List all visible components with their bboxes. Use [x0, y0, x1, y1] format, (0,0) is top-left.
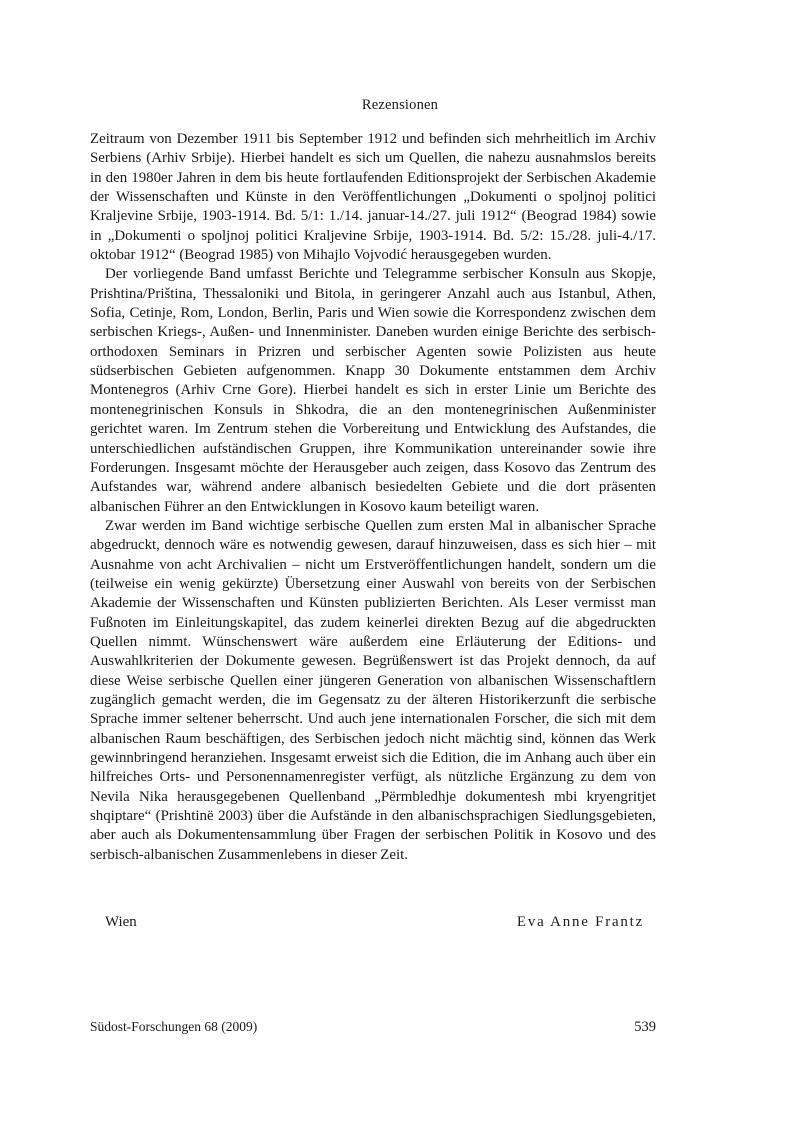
paragraph-3: Zwar werden im Band wichtige serbische Quellen zum ersten Mal in albanischer Sprache abgedruckt, dennoch wäre es notwendig gewesen, darauf hinzuweisen, dass es sich hier – mit Ausnahme von acht Archivalien – nicht um Erstveröffentlichungen handelt, sondern um die (teilweise ein wenig gekürzte) Übersetzung einer Auswahl von bereits von der Serbischen Akademie der Wissenschaften und Künsten publizierten Berichten. Als Leser vermisst man Fußnoten im Einleitungskapitel, das zudem keinerlei direkten Bezug auf die abgedruckten Quellen nimmt. Wünschenswert wäre außerdem eine Erläuterung der Editions- und Auswahlkriterien der Dokumente gewesen. Begrüßenswert ist das Projekt dennoch, da auf diese Weise serbische Quellen einer jüngeren Generation von albanischen Wissenschaftlern zugänglich gemacht werden, die im Gegensatz zu der älteren Historikerzunft die serbische Sprache immer seltener beherrscht. Und auch jene internationalen Forscher, die sich mit dem albanischen Raum beschäftigen, des Serbischen jedoch nicht mächtig sind, können das Werk gewinnbringend heranziehen. Insgesamt erweist sich die Edition, die im Anhang auch über ein hilfreiches Orts- und Personennamenregister verfügt, als nützliche Ergänzung zu dem von Nevila Nika herausgegebenen Quellenband „Përmbledhje dokumentesh mbi kryengritjet shqiptare“ (Prishtinë 2003) über die Aufstände in den albanischsprachigen Siedlungsgebieten, aber auch als Dokumentensammlung über Fragen der serbischen Politik in Kosovo und des serbisch-albanischen Zusammenlebens in dieser Zeit.: [90, 517, 656, 863]
page-number: 539: [634, 1019, 656, 1035]
journal-citation: Südost-Forschungen 68 (2009): [90, 1019, 258, 1034]
review-signature: [90, 914, 656, 934]
running-header: Rezensionen: [361, 97, 439, 113]
paragraph-2: Der vorliegende Band umfasst Berichte und Telegramme serbischer Konsuln aus Skopje, Prishtina/Priština, Thessaloniki und Bitola, in geringerer Anzahl auch aus Istanbul, Athen, Sofia, Cetinje, Rom, London, Berlin, Paris und Wien sowie die Korrespondenz zwischen dem serbischen Kriegs-, Außen- und Innenminister. Daneben wurden einige Berichte des serbisch-orthodoxen Seminars in Prizren und serbischer Agenten sowie Polizisten aus heute südserbischen Gebieten aufgenommen. Knapp 30 Dokumente entstammen dem Archiv Montenegros (Arhiv Crne Gore). Hierbei handelt es sich in erster Linie um Berichte des montenegrinischen Konsuls in Shkodra, die an den montenegrinischen Außenminister gerichtet waren. Im Zentrum stehen die Vorbereitung und Entwicklung des Aufstandes, die unterschiedlichen aufständischen Gruppen, ihre Kommunikation untereinander sowie ihre Forderungen. Insgesamt möchte der Herausgeber auch zeigen, dass Kosovo das Zentrum des Aufstandes war, während andere albanisch besiedelten Gebiete und die dort präsenten albanischen Führer an den Entwicklungen in Kosovo kaum beteiligt waren.: [90, 266, 656, 515]
page-footer: [90, 1019, 656, 1039]
signature-place: Wien: [105, 914, 137, 930]
signature-author: Eva Anne Frantz: [516, 914, 644, 930]
paragraph-1: Zeitraum von Dezember 1911 bis September 1912 und befinden sich mehrheitlich im Archiv Serbiens (Arhiv Srbije). Hierbei handelt es sich um Quellen, die nahezu ausnahmslos bereits in den 1980er Jahren in dem bis heute fortlaufenden Editionsprojekt der Serbischen Akademie der Wissenschaften und Künste in den Veröffentlichungen „Dokumenti o spoljnoj politici Kraljevine Srbije, 1903-1914. Bd. 5/1: 1./14. januar-14./27. juli 1912“ (Beograd 1984) sowie in „Dokumenti o spoljnoj politici Kraljevine Srbije, 1903-1914. Bd. 5/2: 15./28. juli-4./17. oktobar 1912“ (Beograd 1985) von Mihajlo Vojvodić herausgegeben wurden.: [90, 131, 656, 264]
review-body: [90, 130, 656, 865]
